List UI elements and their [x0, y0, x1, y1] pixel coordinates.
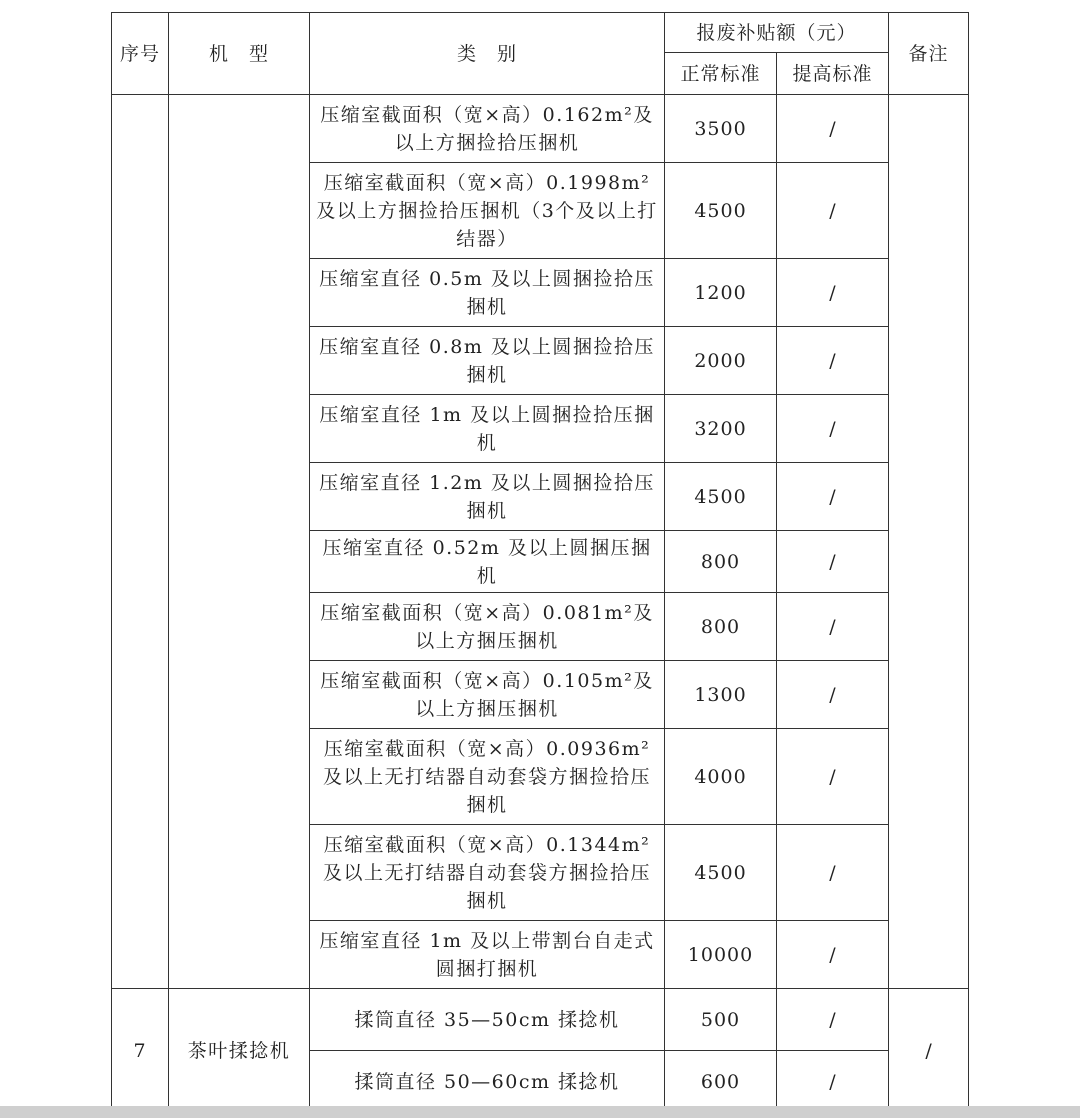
raised-value-cell: /: [777, 163, 889, 259]
page-bottom-edge: [0, 1106, 1080, 1118]
normal-value-cell: 3200: [665, 395, 777, 463]
model-cell: 茶叶揉捻机: [169, 989, 310, 1113]
normal-value-cell: 800: [665, 593, 777, 661]
normal-value-cell: 4500: [665, 163, 777, 259]
raised-value-cell: /: [777, 259, 889, 327]
raised-value-cell: /: [777, 95, 889, 163]
normal-value-cell: 600: [665, 1051, 777, 1113]
header-remark: 备注: [889, 13, 969, 95]
category-cell: 压缩室截面积（宽×高）0.1344m²及以上无打结器自动套袋方捆捡拾压捆机: [310, 825, 665, 921]
seq-cell-empty: [112, 95, 169, 989]
table-row: [112, 95, 969, 163]
raised-value-cell: /: [777, 327, 889, 395]
raised-value-cell: /: [777, 395, 889, 463]
normal-value-cell: 1200: [665, 259, 777, 327]
raised-value-cell: /: [777, 463, 889, 531]
raised-value-cell: /: [777, 1051, 889, 1113]
category-cell: 压缩室截面积（宽×高）0.1998m²及以上方捆捡拾压捆机（3个及以上打结器）: [310, 163, 665, 259]
category-cell: 压缩室直径 1m 及以上圆捆捡拾压捆机: [310, 395, 665, 463]
raised-value-cell: /: [777, 729, 889, 825]
raised-value-cell: /: [777, 989, 889, 1051]
raised-value-cell: /: [777, 661, 889, 729]
category-cell: 压缩室直径 0.8m 及以上圆捆捡拾压捆机: [310, 327, 665, 395]
normal-value-cell: 3500: [665, 95, 777, 163]
category-cell: 压缩室截面积（宽×高）0.0936m²及以上无打结器自动套袋方捆捡拾压捆机: [310, 729, 665, 825]
category-cell: 压缩室直径 0.52m 及以上圆捆压捆机: [310, 531, 665, 593]
header-model: 机 型: [169, 13, 310, 95]
normal-value-cell: 1300: [665, 661, 777, 729]
raised-value-cell: /: [777, 593, 889, 661]
table-row: [112, 989, 969, 1051]
header-seq: 序号: [112, 13, 169, 95]
normal-value-cell: 4500: [665, 463, 777, 531]
normal-value-cell: 10000: [665, 921, 777, 989]
category-cell: 压缩室截面积（宽×高）0.081m²及以上方捆压捆机: [310, 593, 665, 661]
normal-value-cell: 4500: [665, 825, 777, 921]
model-cell-empty: [169, 95, 310, 989]
category-cell: 压缩室直径 1m 及以上带割台自走式圆捆打捆机: [310, 921, 665, 989]
seq-cell: 7: [112, 989, 169, 1113]
remark-cell: /: [889, 989, 969, 1113]
subsidy-table: [111, 12, 969, 1113]
normal-value-cell: 2000: [665, 327, 777, 395]
remark-cell-empty: [889, 95, 969, 989]
raised-value-cell: /: [777, 921, 889, 989]
category-cell: 压缩室截面积（宽×高）0.162m²及以上方捆捡拾压捆机: [310, 95, 665, 163]
raised-value-cell: /: [777, 825, 889, 921]
normal-value-cell: 4000: [665, 729, 777, 825]
header-raised: 提高标准: [777, 53, 889, 95]
category-cell: 压缩室截面积（宽×高）0.105m²及以上方捆压捆机: [310, 661, 665, 729]
normal-value-cell: 500: [665, 989, 777, 1051]
normal-value-cell: 800: [665, 531, 777, 593]
raised-value-cell: /: [777, 531, 889, 593]
category-cell: 揉筒直径 35—50cm 揉捻机: [310, 989, 665, 1051]
category-cell: 压缩室直径 0.5m 及以上圆捆捡拾压捆机: [310, 259, 665, 327]
header-normal: 正常标准: [665, 53, 777, 95]
header-subsidy: 报废补贴额（元）: [665, 13, 889, 53]
category-cell: 揉筒直径 50—60cm 揉捻机: [310, 1051, 665, 1113]
category-cell: 压缩室直径 1.2m 及以上圆捆捡拾压捆机: [310, 463, 665, 531]
header-category: 类 别: [310, 13, 665, 95]
header-row-1: [112, 13, 969, 53]
